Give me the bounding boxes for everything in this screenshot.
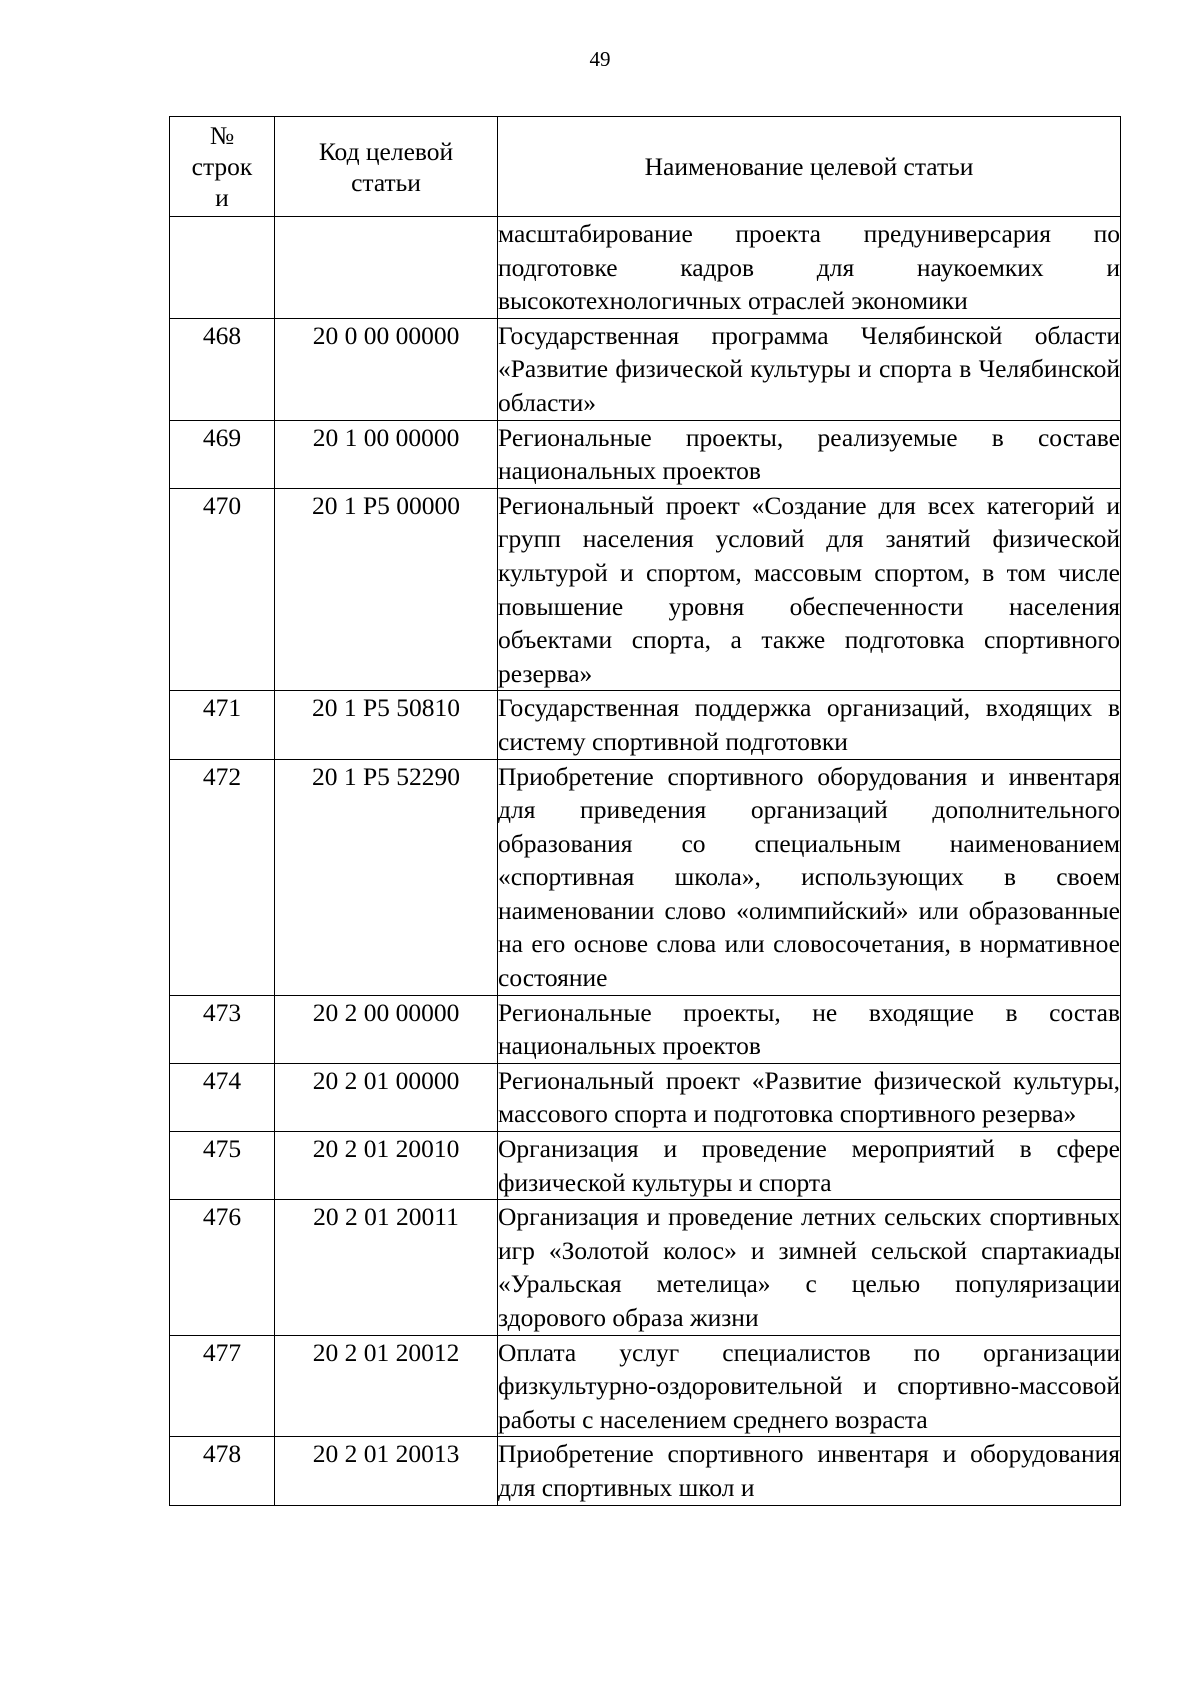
row-name: Государственная поддержка организаций, входящих в систему спортивной подготовки — [498, 691, 1121, 759]
table-row — [170, 759, 1121, 995]
row-number: 473 — [170, 995, 275, 1063]
row-code: 20 2 00 00000 — [275, 995, 498, 1063]
row-number: 478 — [170, 1437, 275, 1505]
table-row — [170, 1437, 1121, 1505]
row-code: 20 1 Р5 50810 — [275, 691, 498, 759]
row-name: Региональные проекты, реализуемые в составе национальных проектов — [498, 420, 1121, 488]
row-number: 472 — [170, 759, 275, 995]
row-code: 20 2 01 20013 — [275, 1437, 498, 1505]
row-code — [275, 217, 498, 319]
row-number: 469 — [170, 420, 275, 488]
header-row-number: № строк и — [170, 117, 275, 217]
row-number: 476 — [170, 1200, 275, 1335]
row-name: Организация и проведение летних сельских спортивных игр «Золотой колос» и зимней сельской спартакиады «Уральская метелица» с целью популяризации здорового образа жизни — [498, 1200, 1121, 1335]
row-name: Организация и проведение мероприятий в сфере физической культуры и спорта — [498, 1132, 1121, 1200]
target-articles-table — [169, 116, 1121, 1506]
row-number: 475 — [170, 1132, 275, 1200]
table-row — [170, 1200, 1121, 1335]
row-name: Приобретение спортивного инвентаря и оборудования для спортивных школ и — [498, 1437, 1121, 1505]
header-code: Код целевой статьи — [275, 117, 498, 217]
row-code: 20 2 01 00000 — [275, 1063, 498, 1131]
table-row — [170, 420, 1121, 488]
row-name: масштабирование проекта предуниверсария по подготовке кадров для наукоемких и высокотехнологичных отраслей экономики — [498, 217, 1121, 319]
table-row — [170, 1335, 1121, 1437]
row-name: Государственная программа Челябинской области «Развитие физической культуры и спорта в Челябинской области» — [498, 318, 1121, 420]
row-name: Приобретение спортивного оборудования и инвентаря для приведения организаций дополнительного образования со специальным наименованием «спортивная школа», использующих в своем наименовании слово «олимпийский» или образованные на его основе слова или словосочетания, в нормативное состояние — [498, 759, 1121, 995]
row-code: 20 1 00 00000 — [275, 420, 498, 488]
table-row — [170, 691, 1121, 759]
row-number — [170, 217, 275, 319]
table-header-row — [170, 117, 1121, 217]
table-row — [170, 995, 1121, 1063]
row-code: 20 1 Р5 52290 — [275, 759, 498, 995]
row-code: 20 2 01 20011 — [275, 1200, 498, 1335]
table-row — [170, 318, 1121, 420]
page-number: 49 — [589, 47, 611, 71]
row-code: 20 2 01 20010 — [275, 1132, 498, 1200]
table-row — [170, 1063, 1121, 1131]
row-name: Региональный проект «Развитие физической культуры, массового спорта и подготовка спортивного резерва» — [498, 1063, 1121, 1131]
header-name: Наименование целевой статьи — [498, 117, 1121, 217]
row-number: 477 — [170, 1335, 275, 1437]
row-number: 468 — [170, 318, 275, 420]
row-number: 471 — [170, 691, 275, 759]
row-name: Региональные проекты, не входящие в состав национальных проектов — [498, 995, 1121, 1063]
row-code: 20 2 01 20012 — [275, 1335, 498, 1437]
row-code: 20 1 Р5 00000 — [275, 488, 498, 691]
row-code: 20 0 00 00000 — [275, 318, 498, 420]
row-name: Оплата услуг специалистов по организации физкультурно-оздоровительной и спортивно-массовой работы с населением среднего возраста — [498, 1335, 1121, 1437]
row-name: Региональный проект «Создание для всех категорий и групп населения условий для занятий физической культурой и спортом, массовым спортом, в том числе повышение уровня обеспеченности населения объектами спорта, а также подготовка спортивного резерва» — [498, 488, 1121, 691]
table-row — [170, 488, 1121, 691]
row-number: 470 — [170, 488, 275, 691]
table-row — [170, 217, 1121, 319]
table-row — [170, 1132, 1121, 1200]
row-number: 474 — [170, 1063, 275, 1131]
